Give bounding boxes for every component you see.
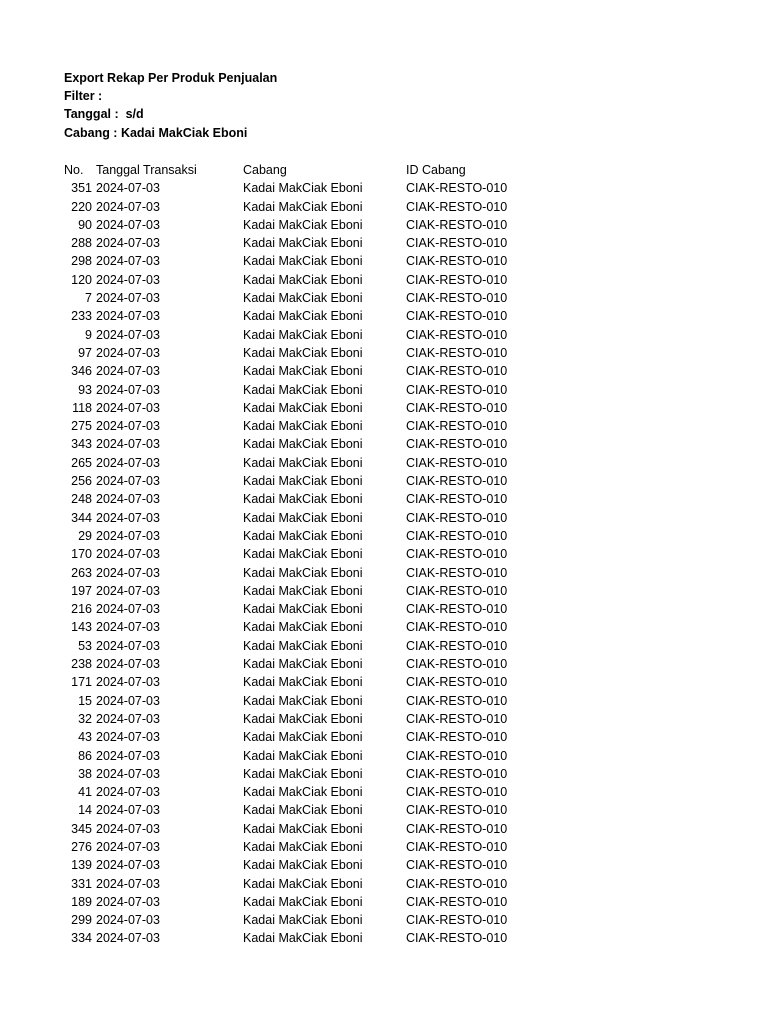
report-header bbox=[64, 69, 277, 142]
branch-name: Kadai MakCiak Eboni bbox=[243, 254, 363, 269]
transaction-date: 2024-07-03 bbox=[96, 675, 160, 690]
table-row bbox=[0, 673, 768, 691]
branch-id: CIAK-RESTO-010 bbox=[406, 382, 508, 397]
branch-name: Kadai MakCiak Eboni bbox=[243, 419, 363, 434]
table-row bbox=[0, 454, 768, 472]
row-number: 143 bbox=[71, 620, 92, 635]
table-row bbox=[0, 326, 768, 344]
table-row bbox=[0, 216, 768, 234]
branch-name: Kadai MakCiak Eboni bbox=[243, 327, 363, 342]
branch-name: Kadai MakCiak Eboni bbox=[243, 181, 363, 196]
table-row bbox=[0, 747, 768, 765]
table-row bbox=[0, 545, 768, 563]
row-number: 298 bbox=[71, 254, 92, 269]
branch-name: Kadai MakCiak Eboni bbox=[243, 437, 363, 452]
branch-id: CIAK-RESTO-010 bbox=[406, 730, 508, 745]
column-header-date: Tanggal Transaksi bbox=[96, 163, 197, 177]
table-row bbox=[0, 289, 768, 307]
branch-id: CIAK-RESTO-010 bbox=[406, 785, 508, 800]
branch-name: Kadai MakCiak Eboni bbox=[243, 748, 363, 763]
table-row bbox=[0, 490, 768, 508]
row-number: 189 bbox=[71, 894, 92, 909]
branch-id: CIAK-RESTO-010 bbox=[406, 821, 508, 836]
row-number: 15 bbox=[78, 693, 92, 708]
transaction-date: 2024-07-03 bbox=[96, 565, 160, 580]
branch-name: Kadai MakCiak Eboni bbox=[243, 876, 363, 891]
table-row bbox=[0, 765, 768, 783]
branch-id: CIAK-RESTO-010 bbox=[406, 638, 508, 653]
branch-id: CIAK-RESTO-010 bbox=[406, 620, 508, 635]
table-row bbox=[0, 655, 768, 673]
row-number: 263 bbox=[71, 565, 92, 580]
row-number: 29 bbox=[78, 528, 92, 543]
table-row bbox=[0, 381, 768, 399]
transaction-date: 2024-07-03 bbox=[96, 236, 160, 251]
transaction-date: 2024-07-03 bbox=[96, 821, 160, 836]
table-row bbox=[0, 893, 768, 911]
branch-id: CIAK-RESTO-010 bbox=[406, 894, 508, 909]
branch-id: CIAK-RESTO-010 bbox=[406, 309, 508, 324]
table-header-row bbox=[0, 161, 768, 179]
branch-name: Kadai MakCiak Eboni bbox=[243, 364, 363, 379]
table-row bbox=[0, 344, 768, 362]
branch-id: CIAK-RESTO-010 bbox=[406, 803, 508, 818]
branch-name: Kadai MakCiak Eboni bbox=[243, 510, 363, 525]
transaction-date: 2024-07-03 bbox=[96, 803, 160, 818]
table-row bbox=[0, 710, 768, 728]
branch-id: CIAK-RESTO-010 bbox=[406, 602, 508, 617]
transaction-date: 2024-07-03 bbox=[96, 876, 160, 891]
transaction-date: 2024-07-03 bbox=[96, 931, 160, 946]
branch-id: CIAK-RESTO-010 bbox=[406, 528, 508, 543]
branch-id: CIAK-RESTO-010 bbox=[406, 254, 508, 269]
row-number: 197 bbox=[71, 583, 92, 598]
table-row bbox=[0, 801, 768, 819]
branch-name: Kadai MakCiak Eboni bbox=[243, 858, 363, 873]
branch-name: Kadai MakCiak Eboni bbox=[243, 638, 363, 653]
branch-id: CIAK-RESTO-010 bbox=[406, 565, 508, 580]
table-row bbox=[0, 307, 768, 325]
branch-id: CIAK-RESTO-010 bbox=[406, 931, 508, 946]
branch-id: CIAK-RESTO-010 bbox=[406, 583, 508, 598]
row-number: 233 bbox=[71, 309, 92, 324]
row-number: 276 bbox=[71, 839, 92, 854]
branch-id: CIAK-RESTO-010 bbox=[406, 858, 508, 873]
transaction-date: 2024-07-03 bbox=[96, 748, 160, 763]
transaction-date: 2024-07-03 bbox=[96, 766, 160, 781]
date-filter: Tanggal : s/d bbox=[64, 107, 144, 122]
table-row bbox=[0, 600, 768, 618]
transaction-date: 2024-07-03 bbox=[96, 693, 160, 708]
row-number: 139 bbox=[71, 858, 92, 873]
table-row bbox=[0, 362, 768, 380]
branch-id: CIAK-RESTO-010 bbox=[406, 236, 508, 251]
branch-id: CIAK-RESTO-010 bbox=[406, 693, 508, 708]
row-number: 43 bbox=[78, 730, 92, 745]
table-row bbox=[0, 234, 768, 252]
row-number: 41 bbox=[78, 785, 92, 800]
transaction-date: 2024-07-03 bbox=[96, 583, 160, 598]
table-body bbox=[0, 179, 768, 947]
branch-id: CIAK-RESTO-010 bbox=[406, 455, 508, 470]
branch-id: CIAK-RESTO-010 bbox=[406, 839, 508, 854]
branch-name: Kadai MakCiak Eboni bbox=[243, 400, 363, 415]
row-number: 216 bbox=[71, 602, 92, 617]
branch-name: Kadai MakCiak Eboni bbox=[243, 931, 363, 946]
row-number: 170 bbox=[71, 547, 92, 562]
branch-name: Kadai MakCiak Eboni bbox=[243, 821, 363, 836]
filter-label: Filter : bbox=[64, 89, 103, 104]
branch-filter: Cabang : Kadai MakCiak Eboni bbox=[64, 125, 248, 140]
branch-name: Kadai MakCiak Eboni bbox=[243, 199, 363, 214]
row-number: 334 bbox=[71, 931, 92, 946]
column-header-branch-id: ID Cabang bbox=[406, 163, 466, 177]
branch-name: Kadai MakCiak Eboni bbox=[243, 583, 363, 598]
row-number: 90 bbox=[78, 217, 92, 232]
branch-id: CIAK-RESTO-010 bbox=[406, 272, 508, 287]
branch-name: Kadai MakCiak Eboni bbox=[243, 693, 363, 708]
table-row bbox=[0, 527, 768, 545]
row-number: 346 bbox=[71, 364, 92, 379]
branch-id: CIAK-RESTO-010 bbox=[406, 876, 508, 891]
row-number: 248 bbox=[71, 492, 92, 507]
row-number: 288 bbox=[71, 236, 92, 251]
branch-name: Kadai MakCiak Eboni bbox=[243, 839, 363, 854]
transaction-date: 2024-07-03 bbox=[96, 400, 160, 415]
table-row bbox=[0, 783, 768, 801]
transaction-date: 2024-07-03 bbox=[96, 327, 160, 342]
branch-id: CIAK-RESTO-010 bbox=[406, 419, 508, 434]
row-number: 345 bbox=[71, 821, 92, 836]
transaction-date: 2024-07-03 bbox=[96, 181, 160, 196]
column-header-branch: Cabang bbox=[243, 163, 287, 177]
row-number: 220 bbox=[71, 199, 92, 214]
transaction-date: 2024-07-03 bbox=[96, 913, 160, 928]
table-row bbox=[0, 179, 768, 197]
row-number: 86 bbox=[78, 748, 92, 763]
row-number: 256 bbox=[71, 474, 92, 489]
transaction-date: 2024-07-03 bbox=[96, 620, 160, 635]
table-row bbox=[0, 198, 768, 216]
branch-name: Kadai MakCiak Eboni bbox=[243, 803, 363, 818]
table-row bbox=[0, 911, 768, 929]
transaction-date: 2024-07-03 bbox=[96, 510, 160, 525]
branch-name: Kadai MakCiak Eboni bbox=[243, 711, 363, 726]
branch-name: Kadai MakCiak Eboni bbox=[243, 382, 363, 397]
row-number: 275 bbox=[71, 419, 92, 434]
transaction-date: 2024-07-03 bbox=[96, 455, 160, 470]
transaction-date: 2024-07-03 bbox=[96, 730, 160, 745]
table-row bbox=[0, 472, 768, 490]
table-row bbox=[0, 618, 768, 636]
transaction-date: 2024-07-03 bbox=[96, 839, 160, 854]
branch-id: CIAK-RESTO-010 bbox=[406, 217, 508, 232]
table-row bbox=[0, 637, 768, 655]
transaction-date: 2024-07-03 bbox=[96, 291, 160, 306]
row-number: 7 bbox=[85, 291, 92, 306]
transaction-date: 2024-07-03 bbox=[96, 638, 160, 653]
table-row bbox=[0, 820, 768, 838]
transaction-date: 2024-07-03 bbox=[96, 437, 160, 452]
branch-name: Kadai MakCiak Eboni bbox=[243, 291, 363, 306]
row-number: 53 bbox=[78, 638, 92, 653]
branch-name: Kadai MakCiak Eboni bbox=[243, 455, 363, 470]
table-row bbox=[0, 728, 768, 746]
branch-name: Kadai MakCiak Eboni bbox=[243, 309, 363, 324]
branch-name: Kadai MakCiak Eboni bbox=[243, 474, 363, 489]
branch-id: CIAK-RESTO-010 bbox=[406, 547, 508, 562]
transaction-date: 2024-07-03 bbox=[96, 657, 160, 672]
row-number: 265 bbox=[71, 455, 92, 470]
table-row bbox=[0, 838, 768, 856]
row-number: 9 bbox=[85, 327, 92, 342]
row-number: 38 bbox=[78, 766, 92, 781]
branch-id: CIAK-RESTO-010 bbox=[406, 345, 508, 360]
table-row bbox=[0, 875, 768, 893]
branch-name: Kadai MakCiak Eboni bbox=[243, 894, 363, 909]
transaction-date: 2024-07-03 bbox=[96, 382, 160, 397]
transaction-date: 2024-07-03 bbox=[96, 254, 160, 269]
branch-name: Kadai MakCiak Eboni bbox=[243, 730, 363, 745]
column-header-no: No. bbox=[64, 163, 84, 177]
transaction-date: 2024-07-03 bbox=[96, 528, 160, 543]
branch-id: CIAK-RESTO-010 bbox=[406, 711, 508, 726]
branch-id: CIAK-RESTO-010 bbox=[406, 291, 508, 306]
branch-name: Kadai MakCiak Eboni bbox=[243, 675, 363, 690]
row-number: 93 bbox=[78, 382, 92, 397]
transaction-date: 2024-07-03 bbox=[96, 199, 160, 214]
row-number: 118 bbox=[72, 400, 92, 415]
branch-name: Kadai MakCiak Eboni bbox=[243, 217, 363, 232]
branch-id: CIAK-RESTO-010 bbox=[406, 437, 508, 452]
branch-name: Kadai MakCiak Eboni bbox=[243, 528, 363, 543]
branch-name: Kadai MakCiak Eboni bbox=[243, 272, 363, 287]
row-number: 97 bbox=[78, 345, 92, 360]
transaction-date: 2024-07-03 bbox=[96, 858, 160, 873]
branch-id: CIAK-RESTO-010 bbox=[406, 181, 508, 196]
branch-name: Kadai MakCiak Eboni bbox=[243, 345, 363, 360]
table-row bbox=[0, 271, 768, 289]
row-number: 120 bbox=[71, 272, 92, 287]
branch-name: Kadai MakCiak Eboni bbox=[243, 565, 363, 580]
branch-id: CIAK-RESTO-010 bbox=[406, 748, 508, 763]
transaction-date: 2024-07-03 bbox=[96, 547, 160, 562]
transaction-date: 2024-07-03 bbox=[96, 419, 160, 434]
table-row bbox=[0, 252, 768, 270]
table-row bbox=[0, 399, 768, 417]
table-row bbox=[0, 856, 768, 874]
transaction-date: 2024-07-03 bbox=[96, 309, 160, 324]
branch-id: CIAK-RESTO-010 bbox=[406, 327, 508, 342]
branch-id: CIAK-RESTO-010 bbox=[406, 492, 508, 507]
transaction-date: 2024-07-03 bbox=[96, 217, 160, 232]
branch-id: CIAK-RESTO-010 bbox=[406, 364, 508, 379]
branch-name: Kadai MakCiak Eboni bbox=[243, 620, 363, 635]
branch-id: CIAK-RESTO-010 bbox=[406, 199, 508, 214]
table-row bbox=[0, 692, 768, 710]
row-number: 343 bbox=[71, 437, 92, 452]
branch-id: CIAK-RESTO-010 bbox=[406, 474, 508, 489]
row-number: 238 bbox=[71, 657, 92, 672]
branch-name: Kadai MakCiak Eboni bbox=[243, 547, 363, 562]
table-row bbox=[0, 929, 768, 947]
branch-name: Kadai MakCiak Eboni bbox=[243, 766, 363, 781]
transaction-date: 2024-07-03 bbox=[96, 602, 160, 617]
table-row bbox=[0, 435, 768, 453]
branch-id: CIAK-RESTO-010 bbox=[406, 913, 508, 928]
table-row bbox=[0, 509, 768, 527]
branch-name: Kadai MakCiak Eboni bbox=[243, 913, 363, 928]
transaction-table bbox=[0, 161, 768, 948]
branch-id: CIAK-RESTO-010 bbox=[406, 510, 508, 525]
transaction-date: 2024-07-03 bbox=[96, 711, 160, 726]
row-number: 351 bbox=[71, 181, 92, 196]
branch-id: CIAK-RESTO-010 bbox=[406, 766, 508, 781]
branch-id: CIAK-RESTO-010 bbox=[406, 675, 508, 690]
branch-name: Kadai MakCiak Eboni bbox=[243, 492, 363, 507]
table-row bbox=[0, 417, 768, 435]
row-number: 14 bbox=[78, 803, 92, 818]
transaction-date: 2024-07-03 bbox=[96, 785, 160, 800]
transaction-date: 2024-07-03 bbox=[96, 364, 160, 379]
row-number: 331 bbox=[71, 876, 92, 891]
transaction-date: 2024-07-03 bbox=[96, 492, 160, 507]
transaction-date: 2024-07-03 bbox=[96, 272, 160, 287]
transaction-date: 2024-07-03 bbox=[96, 894, 160, 909]
branch-id: CIAK-RESTO-010 bbox=[406, 400, 508, 415]
transaction-date: 2024-07-03 bbox=[96, 345, 160, 360]
transaction-date: 2024-07-03 bbox=[96, 474, 160, 489]
branch-name: Kadai MakCiak Eboni bbox=[243, 785, 363, 800]
branch-name: Kadai MakCiak Eboni bbox=[243, 236, 363, 251]
row-number: 32 bbox=[78, 711, 92, 726]
branch-id: CIAK-RESTO-010 bbox=[406, 657, 508, 672]
branch-name: Kadai MakCiak Eboni bbox=[243, 602, 363, 617]
branch-name: Kadai MakCiak Eboni bbox=[243, 657, 363, 672]
table-row bbox=[0, 564, 768, 582]
table-row bbox=[0, 582, 768, 600]
row-number: 171 bbox=[71, 675, 92, 690]
report-title: Export Rekap Per Produk Penjualan bbox=[64, 71, 278, 85]
row-number: 299 bbox=[71, 913, 92, 928]
row-number: 344 bbox=[71, 510, 92, 525]
